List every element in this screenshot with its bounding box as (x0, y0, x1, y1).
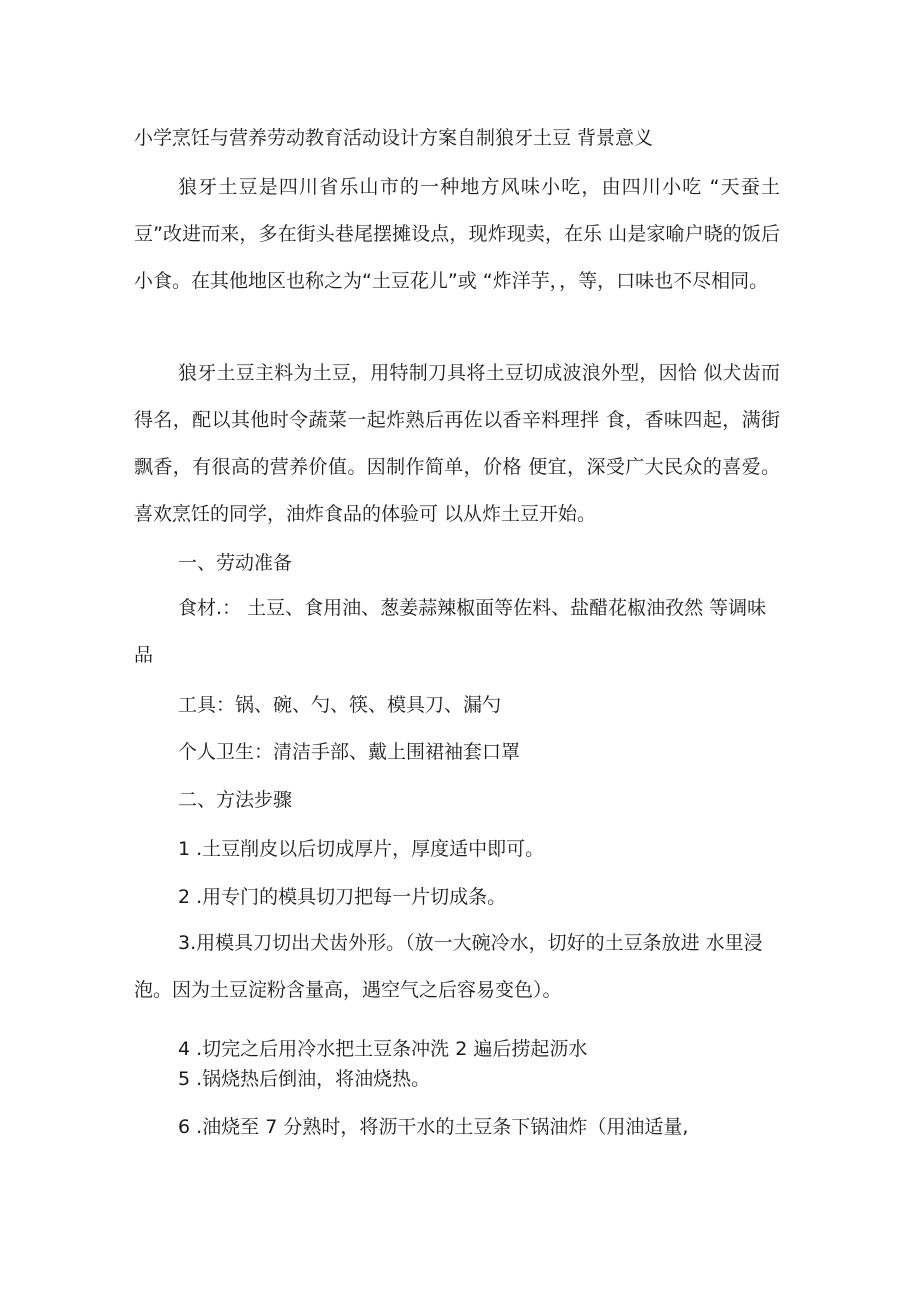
section-heading-steps: 二、方法步骤 (178, 789, 293, 811)
step-item: 5 .锅烧热后倒油，将油烧热。 (178, 1068, 431, 1090)
document-title: 小学烹饪与营养劳动教育活动设计方案自制狼牙土豆 背景意义 (134, 127, 654, 149)
hygiene-text: 个人卫生：清洁手部、戴上围裙袖套口罩 (178, 741, 521, 763)
step-item: 4 .切完之后用冷水把土豆条冲洗 2 遍后捞起沥水 (178, 1038, 588, 1060)
paragraph-background-2: 狼牙土豆主料为土豆，用特制刀具将土豆切成波浪外型，因恰 似犬齿而得名，配以其他时令蔬菜一起炸熟后再佐以香辛料理拌 食，香味四起，满街飘香，有很高的营养价值。因制作简单，价格 便宜，深受广大民众的喜爱。喜欢烹饪的同学，油炸食品的体验可 以从炸土豆开始。 (134, 362, 780, 525)
tools-text: 工具：锅、碗、勺、筷、模具刀、漏勺 (178, 694, 502, 716)
ingredients-text: 食材.： 土豆、食用油、葱姜蒜辣椒面等佐料、盐醋花椒油孜然 等调味品 (134, 597, 767, 666)
step-item: 2 .用专门的模具切刀把每一片切成条。 (178, 886, 507, 908)
step-item: 3.用模具刀切出犬齿外形。（放一大碗冷水，切好的土豆条放进 水里浸泡。因为土豆淀粉含量高，遇空气之后容易变色）。 (134, 932, 763, 1001)
paragraph-background-1: 狼牙土豆是四川省乐山市的一种地方风味小吃，由四川小吃 “天蚕土豆”改进而来，多在街头巷尾摆摊设点，现炸现卖，在乐 山是家喻户晓的饭后小食。在其他地区也称之为“土豆花儿”或 “炸洋芋，，等，口味也不尽相同。 (134, 176, 780, 292)
step-item: 1 .土豆削皮以后切成厚片，厚度适中即可。 (178, 838, 545, 860)
step-item: 6 .油烧至 7 分熟时，将沥干水的土豆条下锅油炸（用油适量, (178, 1116, 689, 1138)
section-heading-preparation: 一、劳动准备 (178, 552, 293, 574)
